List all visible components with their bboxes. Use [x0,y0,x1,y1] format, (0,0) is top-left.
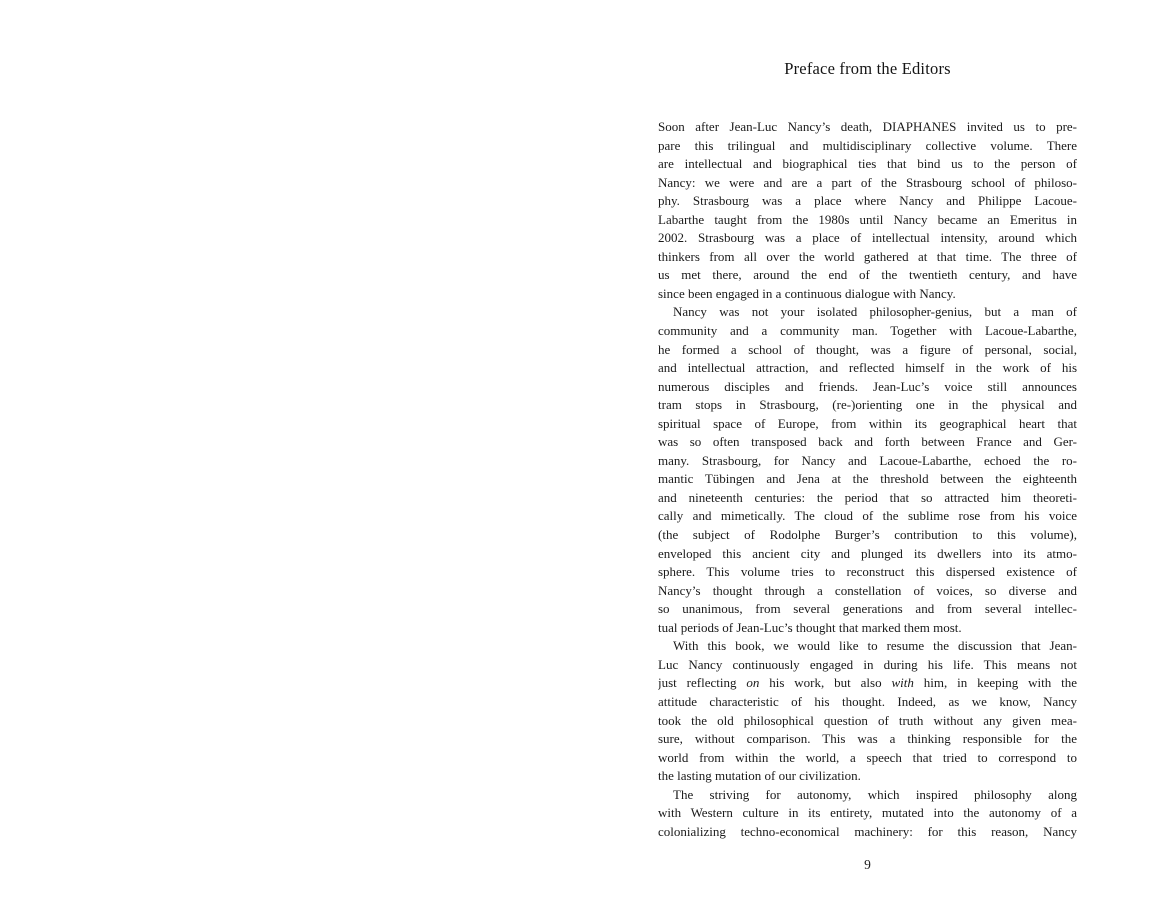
text-line: tual periods of Jean-Luc’s thought that marked them most. [658,619,962,635]
text-line: pare this trilingual and multidisciplinary collective volume. There [658,137,1077,153]
text-line: many. Strasbourg, for Nancy and Lacoue-Labarthe, echoed the ro- [658,452,1077,468]
paragraph [658,637,1077,785]
text-line: world from within the world, a speech that tried to correspond to [658,749,1077,765]
text-line: and nineteenth centuries: the period that so attracted him theoreti- [658,489,1077,505]
text-line: mantic Tübingen and Jena at the threshold between the eighteenth [658,471,1077,487]
text-line: and intellectual attraction, and reflected himself in the work of his [658,360,1077,376]
paragraph [658,118,1077,303]
text-line: phy. Strasbourg was a place where Nancy and Philippe Lacoue- [658,193,1077,209]
text-line: us met there, around the end of the twentieth century, and have [658,267,1077,283]
text-line: Labarthe taught from the 1980s until Nancy became an Emeritus in [658,211,1077,227]
text-line: sphere. This volume tries to reconstruct this dispersed existence of [658,564,1077,580]
text-line: with Western culture in its entirety, mutated into the autonomy of a [658,805,1077,821]
text-line: was so often transposed back and forth between France and Ger- [658,434,1077,450]
text-line: took the old philosophical question of truth without any given mea- [658,712,1077,728]
text-line: are intellectual and biographical ties that bind us to the person of [658,156,1077,172]
text-line: enveloped this ancient city and plunged its dwellers into its atmo- [658,545,1077,561]
text-line: Luc Nancy continuously engaged in during his life. This means not [658,656,1077,672]
text-line: With this book, we would like to resume the discussion that Jean- [673,638,1077,654]
paragraph [658,786,1077,842]
text-line: tram stops in Strasbourg, (re-)orienting one in the physical and [658,397,1077,413]
text-line: Nancy: we were and are a part of the Strasbourg school of philoso- [658,174,1077,190]
text-line: numerous disciples and friends. Jean-Luc’s voice still announces [658,378,1077,394]
text-line: Soon after Jean-Luc Nancy’s death, DIAPHANES invited us to pre- [658,119,1077,134]
text-line: just reflecting on his work, but also with him, in keeping with the [658,675,1077,691]
text-line: attitude characteristic of his thought. Indeed, as we know, Nancy [658,693,1077,709]
page-body [658,118,1077,841]
text-line: thinkers from all over the world gathered at that time. The three of [658,248,1077,264]
text-line: 2002. Strasbourg was a place of intellectual intensity, around which [658,230,1077,246]
text-line: since been engaged in a continuous dialogue with Nancy. [658,285,956,301]
text-line: colonializing techno-economical machinery: for this reason, Nancy [658,823,1077,839]
page-title: Preface from the Editors [784,59,951,78]
text-line: cally and mimetically. The cloud of the sublime rose from his voice [658,508,1077,524]
text-line: Nancy’s thought through a constellation of voices, so diverse and [658,582,1077,598]
text-line: so unanimous, from several generations and from several intellec- [658,601,1077,617]
text-line: sure, without comparison. This was a thinking responsible for the [658,731,1077,747]
text-line: community and a community man. Together with Lacoue-Labarthe, [658,323,1077,339]
text-line: spiritual space of Europe, from within its geographical heart that [658,415,1077,431]
text-line: the lasting mutation of our civilization. [658,768,861,784]
text-line: The striving for autonomy, which inspired philosophy along [673,786,1077,802]
right-page-text-column [658,58,1077,841]
paragraph [658,303,1077,637]
text-line: (the subject of Rodolphe Burger’s contribution to this volume), [658,527,1077,543]
page-number: 9 [864,857,871,872]
text-line: Nancy was not your isolated philosopher-genius, but a man of [673,304,1077,320]
text-line: he formed a school of thought, was a figure of personal, social, [658,341,1077,357]
